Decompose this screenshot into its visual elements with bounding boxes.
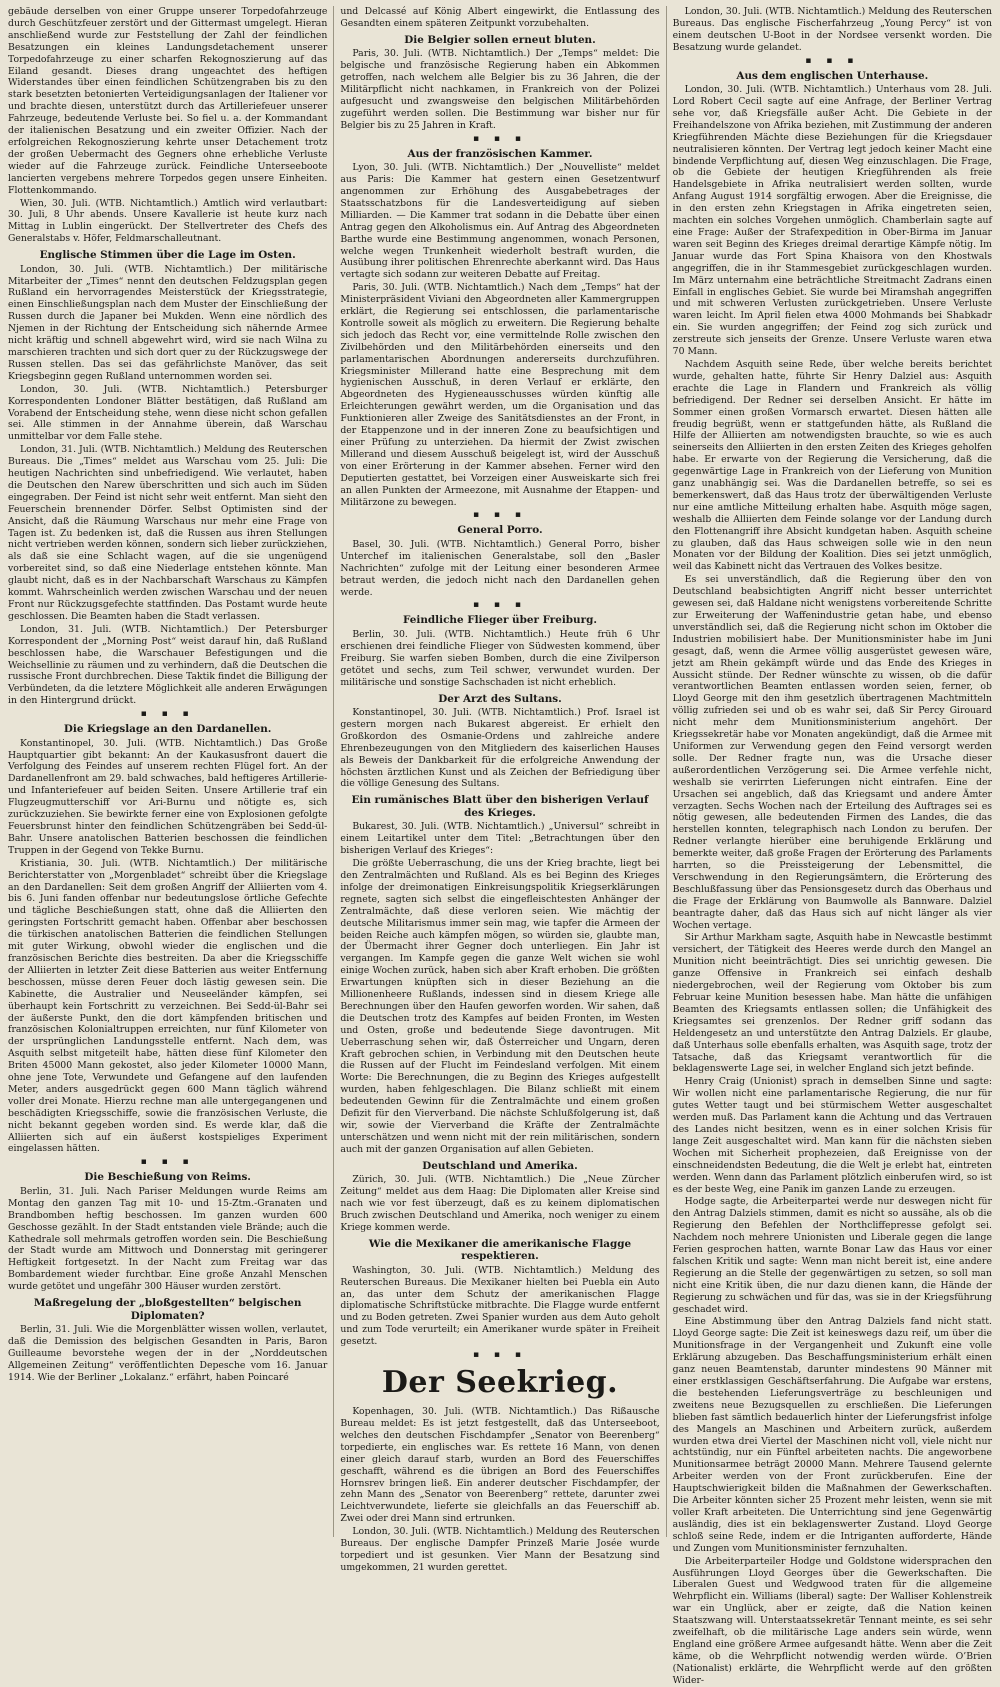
article-headline: Aus der französischen Kammer. bbox=[407, 147, 593, 160]
article-paragraph: und Delcassé auf König Albert eingewirkt, die Entlassung des Gesandten einem späteren Zeitpunkt vorzubehalten. bbox=[340, 6, 660, 29]
article-headline: Die Beschießung von Reims. bbox=[84, 1171, 251, 1184]
article-paragraph: London, 31. Juli. (WTB. Nichtamtlich.) Der Petersburger Korrespondent der „Morning Post“ weist darauf hin, daß Rußland beschlossen habe, die Warschauer Befestigungen und die Weichsellinie zu räumen und zu verhindern, daß die Deutschen die russische Front durchbrechen. Diese Taktik findet die Billigung der Verbündeten, da die letztere Möglichkeit alle anderen Erwägungen in den Hintergrund drückt. bbox=[8, 623, 328, 707]
article-paragraph: Paris, 30. Juli. (WTB. Nichtamtlich.) Nach dem „Temps“ hat der Ministerpräsident Viviani den Abgeordneten aller Kammergruppen erklärt, die Regierung sei entschlossen, die parlamentarische Kontrolle soweit als möglich zu erweitern. Die Regierung behalte sich jedoch das Recht vor, eine vermittelnde Rolle zwischen den Zivilbehörden und den Militärbehörden einerseits und den parlamentarischen Abordnungen andererseits durchzuführen. Kriegsminister Millerand hatte eine Besprechung mit dem hygienischen Ausschuß, in deren Verlauf er erklärte, den Abgeordneten des Hygieneausschusses würden künftig alle Erleichterungen gewährt werden, um die Organisation und das Funktionieren aller Zweige des Sanitätsdienstes an der Front, in der Etappenzone und in der inneren Zone zu beaufsichtigen und einer Prüfung zu unterziehen. Da hiermit der Zwist zwischen Millerand und diesem Ausschuß beigelegt ist, wird der Ausschuß von einer Erörterung in der Kammer absehen. Ferner wird den Deputierten gestattet, bei Vorzeigen einer Ausweiskarte sich frei an allen Punkten der Armeezone, mit Ausnahme der Etappen- und Militärzone zu bewegen. bbox=[340, 282, 660, 508]
article-paragraph: Konstantinopel, 30. Juli. (WTB. Nichtamtlich.) Das Große Hauptquartier gibt bekannt: An der Kaukasusfront dauert die Verfolgung des Feindes auf unserem rechten Flügel fort. An der Dardanellenfront am 29. bald schwaches, bald heftigeres Artillerie- und Infanteriefeuer auf beiden Seiten. Unsere Artillerie traf ein Flugzeugmutterschiff vor Ari-Burnu und nötigte es, sich zurückzuziehen. Sie bewirkte ferner eine von Explosionen gefolgte Feuersbrunst hinter den feindlichen Schützengräben bei Sedd-ül-Bahr. Unsere anatolischen Batterien beschossen die feindlichen Truppen in der Gegend von Tekke Burnu. bbox=[8, 737, 328, 856]
article-headline: Deutschland und Amerika. bbox=[422, 1159, 578, 1172]
article-paragraph: Zürich, 30. Juli. (WTB. Nichtamtlich.) Die „Neue Zürcher Zeitung“ meldet aus dem Haag: Die Diplomaten aller Kreise sind nach wie vor fest überzeugt, daß es zu keinem diplomatischen Bruch zwischen Deutschland und Amerika, noch weniger zu einem Kriege kommen werde. bbox=[340, 1174, 660, 1233]
article-paragraph: Die Arbeiterparteiler Hodge und Goldstone widersprachen den Ausführungen Lloyd Georges über die Gewerkschaften. Die Liberalen Guest und Wedgwood traten für die allgemeine Wehrpflicht ein. Williams (liberal) sagte: Der Walliser Kohlenstreik war ein Unglück, aber er zeigte, daß die Nation keinen Staatszwang will. Unterstaatssekretär Tennant meinte, es sei sehr zweifelhaft, ob die militärische Lage anders sein würde, wenn England eine größere Armee aufgesandt hätte. Wenn aber die Zeit käme, ob die Wehrpflicht notwendig werden würde. O’Brien (Nationalist) erklärte, die Wehrpflicht werde auf den größten Wider- bbox=[672, 1555, 992, 1686]
article-headline: Der Arzt des Sultans. bbox=[438, 692, 562, 705]
article-paragraph: Bukarest, 30. Juli. (WTB. Nichtamtlich.) „Universul“ schreibt in einem Leitartikel unter dem Titel: „Betrachtungen über den bisherigen Verlauf des Krieges“: bbox=[340, 821, 660, 857]
article-headline: Die Belgier sollen erneut bluten. bbox=[404, 33, 596, 46]
article-paragraph: Nachdem Asquith seine Rede, über welche bereits berichtet wurde, gehalten hatte, führte Sir Henry Dalziel aus: Asquith erachte die Lage in Flandern und Frankreich als völlig befriedigend. Der Redner sei derselben Ansicht. Er hätte im Sommer einen großen Vormarsch erwartet. Diesen hätten alle freudig begrüßt, wenn er stattgefunden hätte, als Rußland die Hilfe der Alliierten am notwendigsten brauchte, so wie es auch seinerseits den Alliierten in den ersten Zeiten des Krieges geholfen habe. Er erwarte von der Regierung die Versicherung, daß die gegenwärtige Lage in Frankreich von der Lieferung von Munition ganz unabhängig sei. Was die Dardanellen betreffe, so sei es bemerkenswert, daß das Haus trotz der überwältigenden Verluste nur eine amtliche Mitteilung erhalten habe. Asquith möge sagen, weshalb die Alliierten dem Feinde solange vor der Landung durch den Flottenangriff ihre Absicht kundgetan haben. Asquith scheine zu glauben, daß das Haus schweigen solle wie in den neun Monaten vor der Bildung der Koalition. Dies sei jetzt unmöglich, weil das Kabinett nicht das Vertrauen des Volkes besitze. bbox=[672, 358, 992, 573]
article-paragraph: Sir Arthur Markham sagte, Asquith habe in Newcastle bestimmt versichert, der Tätigkeit des Heeres werde durch den Mangel an Munition nicht beeinträchtigt. Dies sei unrichtig gewesen. Die ganze Offensive in Frankreich sei einfach deshalb niedergebrochen, weil der Regierung vom Oktober bis zum Februar keine Munition besessen habe. Man hätte die unfähigen Beamten des Kriegsamts entlassen sollen; die Unfähigkeit des Kriegsamtes sei grenzenlos. Der Redner griff sodann das Heldengesetz an und unterstützte den Antrag Dalziels. Er glaube, daß Unterhaus solle ebenfalls erhalten, was Asquith sage, trotz der Tatsache, daß das Kriegsamt verantwortlich für die beklagenswerte Lage sei, in welcher England sich jetzt befinde. bbox=[672, 932, 992, 1075]
article-paragraph: Basel, 30. Juli. (WTB. Nichtamtlich.) General Porro, bisher Unterchef im italienischen Generalstabe, soll den „Basler Nachrichten“ zufolge mit der Leitung einer besonderen Armee betraut werden, die jedoch nicht nach den Dardanellen gehen werde. bbox=[340, 538, 660, 598]
article-paragraph: London, 30. Juli. (WTB. Nichtamtlich.) Unterhaus vom 28. Juli. Lord Robert Cecil sagte auf eine Anfrage, der Berliner Vertrag sehe vor, daß Kriegsfälle außer Acht. Die Gebiete in der Freihandelszone von Afrika beziehen, mit Zustimmung der anderen Kriegführenden Mächte diese Beziehungen für die Kriegsdauer neutralisieren könnten. Der Vertrag legt jedoch keiner Macht eine bindende Verpflichtung auf, diesen Weg einzuschlagen. Die Frage, ob die Gebiete der heutigen Kriegführenden als freie Handelsgebiete in Afrika neutralisiert werden sollten, wurde Anfang August 1914 sorgfältig erwogen. Aber die Ereignisse, die in den ersten zehn Kriegstagen in Afrika eingetreten seien, machten ein solches Vorgehen unmöglich. Chamberlain sagte auf eine Frage: Außer der Strafexpedition in Ober-Birma im Januar waren seit Beginn des Krieges dreimal derartige Kämpfe nötig. Im Januar wurde das Fort Spina Khaisora von den Khostwals angegriffen, die in ihr Stammesgebiet zurückgeschlagen wurden. Im März unternahm eine beträchtliche Streitmacht Zadrans einen Einfall in englisches Gebiet. Sie wurde bei Miramshah angegriffen und mit schweren Verlusten zurückgetrieben. Unsere Verluste waren leicht. Im April fielen etwa 4000 Mohmands bei Shabkadr ein. Sie wurden angegriffen; der Feind zog sich zurück und zerstreute sich jenseits der Grenze. Unsere Verluste waren etwa 70 Mann. bbox=[672, 84, 992, 358]
column-left bbox=[8, 6, 327, 1537]
article-paragraph: Washington, 30. Juli. (WTB. Nichtamtlich.) Meldung des Reuterschen Bureaus. Die Mexikaner hielten bei Puebla ein Auto an, das unter dem Schutz der amerikanischen Flagge diplomatische Schriftstücke mitbrachte. Die Flagge wurde entfernt und zu Boden getreten. Zwei Spanier wurden aus dem Auto geholt und zum Tode verurteilt; ein Amerikaner wurde später in Freiheit gesetzt. bbox=[340, 1264, 660, 1348]
column-right bbox=[666, 6, 992, 1686]
article-paragraph: Hodge sagte, die Arbeiterpartei werde nur deswegen nicht für den Antrag Dalziels stimmen, damit es nicht so aussähe, als ob die Regierung den Befehlen der Northcliffepresse gefolgt sei. Nachdem noch mehrere Unionisten und Liberale gegen die lange Ferien gesprochen hatten, warnte Bonar Law das Haus vor einer falschen Kritik und sagte: Wenn man nicht bereit ist, eine andere Regierung an die Stelle der gegenwärtigen zu setzen, so soll man nicht eine Kritik üben, die nur dazu dienen kann, die Hände der Regierung zu schwächen und für das, was sie in der Kriegsführung geschadet wird. bbox=[672, 1196, 992, 1315]
section-separator: ▪ ▪ ▪ bbox=[805, 55, 860, 66]
section-headline: Der Seekrieg. bbox=[381, 1365, 619, 1401]
section-separator: ▪ ▪ ▪ bbox=[472, 510, 527, 521]
article-headline: Feindliche Flieger über Freiburg. bbox=[403, 614, 597, 627]
section-separator: ▪ ▪ ▪ bbox=[472, 133, 527, 144]
article-paragraph: Es sei unverständlich, daß die Regierung über den von Deutschland beabsichtigten Angriff nicht besser unterrichtet gewesen sei, daß Haldane nicht wenigstens vorbereitende Schritte zur Erweiterung der Waffenindustrie getan habe, und ebenso unverständlich sei, daß die Regierung nicht schon im Oktober die Industrien mobilisiert habe. Der Munitionsminister habe im Juni gesagt, daß, wenn die Armee völlig ausgerüstet gewesen wäre, jetzt am Rhein gekämpft würde und das Ende des Krieges in Aussicht stünde. Der Redner wünschte zu wissen, ob die dafür verantwortlichen Beamten entlassen worden seien, ferner, ob Lloyd George mit den ihm gesetzlich übertragenen Machtmitteln völlig zufrieden sei und ob es wahr sei, daß Sir Percy Girouard nicht mehr dem Munitionsministerium angehört. Der Kriegssekretär habe vor Monaten angekündigt, daß die Armee mit Uniformen zur Verwendung gegen den Feind versorgt werden solle. Der Redner fragte nun, was die Ursache dieser außerordentlichen Verzögerung sei. Die Armee verfehle nicht, weshalb sie verirrten Lieferungen nicht eintrafen. Eine der Ursachen sei angeblich, daß das Kriegsamt und andere Ämter verzagten. Sechs Wochen nach der Erteilung des Auftrages sei es nötig gewesen, alle bedeutenden Firmen des Landes, die das herstellen konnten, telegraphisch nach London zu berufen. Der Redner verlangte hierüber eine beruhigende Erklärung und bemerkte weiter, daß große Fragen der Erörterung des Parlaments harrten, so die Preissteigerung der Lebensmittel, die Verschwendung in den Regierungsämtern, die Erörterung des Beschlußfassung über das Pensionsgesetz durch das Oberhaus und die Frage der Erklärung von Baumwolle als Bannware. Dalziel beantragte daher, daß das Haus sich auf nicht länger als vier Wochen vertage. bbox=[672, 574, 992, 931]
article-paragraph: Paris, 30. Juli. (WTB. Nichtamtlich.) Der „Temps“ meldet: Die belgische und französische Regierung haben ein Abkommen getroffen, nach welchem alle Belgier bis zu 36 Jahren, die der Militärpflicht nicht nachkamen, in Frankreich von der Polizei aufgesucht und zwangsweise den belgischen Militärbehörden zugeführt werden sollen. Die Bestimmung war bisher nur für Belgier bis zu 25 Jahren in Kraft. bbox=[340, 48, 660, 131]
article-paragraph: Berlin, 30. Juli. (WTB. Nichtamtlich.) Heute früh 6 Uhr erschienen drei feindliche Flieger von Südwesten kommend, über Freiburg. Sie warfen sieben Bomben, durch die eine Zivilperson getötet und sechs, zum Teil schwer, verwundet wurden. Der militärische und sonstige Sachschaden ist nicht erheblich. bbox=[340, 628, 660, 688]
article-paragraph: Wien, 30. Juli. (WTB. Nichtamtlich.) Amtlich wird verlautbart: 30. Juli, 8 Uhr abends. Unsere Kavallerie ist heute kurz nach Mittag in Lublin eingerückt. Der Stellvertreter des Chefs des Generalstabs v. Höfer, Feldmarschalleutnant. bbox=[8, 197, 328, 245]
article-paragraph: Kristiania, 30. Juli. (WTB. Nichtamtlich.) Der militärische Berichterstatter von „Morgenbladet“ schreibt über die Kriegslage an den Dardanellen: Seit dem großen Angriff der Alliierten vom 4. bis 6. Juni fanden offenbar nur bedeutungslose örtliche Gefechte und tägliche Beschießungen statt, ohne daß die Alliierten den geringsten Fortschritt gemacht haben. Offenbar aber beschossen die türkischen anatolischen Batterien die feindlichen Stellungen mit guter Wirkung, obwohl wieder die englischen und die französischen Berichte dies bestreiten. Da aber die Kriegsschiffe der Alliierten in letzter Zeit diese Batterien aus weiter Entfernung beschossen, müsse deren Feuer doch lästig gewesen sein. Die Kabinette, die Australier und Neuseeländer kämpfen, sei überhaupt kein Fortschritt zu verzeichnen. Bei Sedd-ül-Bahr sei der äußerste Punkt, den die dort kämpfenden britischen und französischen Kolonialtruppen erreichten, nur fünf Kilometer von der ursprünglichen Landungsstelle entfernt. Nach dem, was Asquith selbst mitgeteilt habe, hätten diese fünf Kilometer den Briten 45000 Mann gekostet, also jeder Kilometer 10000 Mann, ohne jene Tote, Verwundete und Gefangene auf den laufenden Meter, anders ausgedrückt gegen 600 Mann täglich während voller drei Monate. Hierzu rechne man alle untergegangenen und beschädigten Kriegsschiffe, sowie die französischen Verluste, die nicht bekannt gegeben worden sind. Es werde klar, daß die Alliierten sich auf ein äußerst kostspieliges Experiment eingelassen hätten. bbox=[8, 857, 328, 1155]
article-headline: Wie die Mexikaner die amerikanische Flagge respektieren. bbox=[368, 1237, 632, 1263]
section-separator: ▪ ▪ ▪ bbox=[472, 600, 527, 611]
article-paragraph: Eine Abstimmung über den Antrag Dalziels fand nicht statt. Lloyd George sagte: Die Zeit ist keineswegs dazu reif, um über die Munitionsfrage in der Vergangenheit und Zukunft eine volle Erklärung abzugeben. Das Beschaffungsministerium erhält einen ganz neuen Beamtenstab, darunter mindestens 90 Männer mit einer erstklassigen Geschäftserfahrung. Die Aufgabe war erstens, die bestehenden Lieferungsverträge zu beschleunigen und zweitens neue Bezugsquellen zu erschließen. Die Lieferungen blieben fast sämtlich bedauerlich hinter der Lieferungsfrist infolge des Mangels an Maschinen und Arbeitern zurück, außerdem wurden etwa drei Viertel der Maschinen nicht voll, viele nicht nur achtstündig, nur ein Fünftel arbeiteten nachts. Die angeworbene Munitionsarmee beträgt 20000 Mann. Mehrere Tausend gelernte Arbeiter werden von der Front zurückberufen. Eine der Hauptschwierigkeit bilden die Maßnahmen der Gewerkschaften. Die Arbeiter könnten sicher 25 Prozent mehr leisten, wenn sie mit voller Kraft arbeiteten. Die Unterrichtung sind jene Gegenwärtig ausländig, dies ist ein beklagenswerter Zustand. Lloyd George schloß seine Rede, indem er die Intriganten aufforderte, Hände und Zungen vom Munitionsminister fernzuhalten. bbox=[672, 1316, 992, 1554]
article-headline: General Porro. bbox=[457, 524, 543, 537]
article-paragraph: London, 30. Juli. (WTB. Nichtamtlich.) Meldung des Reuterschen Bureaus. Das englische Fischerfahrzeug „Young Percy“ ist von einem deutschen U-Boot in der Nordsee versenkt worden. Die Besatzung wurde gelandet. bbox=[672, 6, 992, 53]
article-paragraph: London, 30. Juli. (WTB. Nichtamtlich.) Der militärische Mitarbeiter der „Times“ nennt den deutschen Feldzugsplan gegen Rußland ein hervorragendes Meisterstück der Kriegsstrategie, einen Einschließungsplan nach dem Muster der Einschließung der Russen durch die Japaner bei Mukden. Wenn eine nördlich des Njemen in der Richtung der Entscheidung sich nähernde Armee nicht kräftig und schnell abgewehrt wird, wird sie nach Wilna zu marschieren trachten und sich dort quer zu der Rückzugswege der Russen stellen. Das sei das gefährlichste Manöver, das seit Kriegsbeginn gegen Rußland unternommen worden sei. bbox=[8, 263, 328, 382]
article-paragraph: Berlin, 31. Juli. Nach Pariser Meldungen wurde Reims am Montag den ganzen Tag mit 10- und 15-Ztm.-Granaten und Brandbomben heftig beschossen. Im ganzen wurden 600 Geschosse gezählt. In der Stadt entstanden viele Brände; auch die Kathedrale soll mehrmals getroffen worden sein. Die Beschießung der Stadt wurde am Mittwoch und Donnerstag mit geringerer Heftigkeit fortgesetzt. In der Nacht zum Freitag war das Bombardement wieder furchtbar. Eine große Anzahl Menschen wurde getötet und ungefähr 300 Häuser wurden zerstört. bbox=[8, 1185, 328, 1293]
article-paragraph: London, 30. Juli. (WTB. Nichtamtlich.) Meldung des Reuterschen Bureaus. Der englische Dampfer Prinzeß Marie Josée wurde torpediert und ist gesunken. Vier Mann der Besatzung sind umgekommen, 21 wurden gerettet. bbox=[340, 1526, 660, 1573]
article-paragraph: Berlin, 31. Juli. Wie die Morgenblätter wissen wollen, verlautet, daß die Demission des belgischen Gesandten in Paris, Baron Guilleaume bevorstehe wegen der in der „Norddeutschen Allgemeinen Zeitung“ veröffentlichten Depesche vom 16. Januar 1914. Wie der Berliner „Lokalanz.“ erfährt, haben Poincaré bbox=[8, 1324, 328, 1383]
article-headline: Ein rumänisches Blatt über den bisherigen Verlauf des Krieges. bbox=[351, 794, 649, 819]
article-paragraph: Konstantinopel, 30. Juli. (WTB. Nichtamtlich.) Prof. Israel ist gestern morgen nach Bukarest abgereist. Er erhielt den Großkordon des Osmanie-Ordens und zahlreiche andere Ehrenbezeugungen von den Mitgliedern des kaiserlichen Hauses als Beweis der Dankbarkeit für die erfolgreiche Anwendung der höchsten ärztlichen Kunst und als Zeichen der Befriedigung über die völlige Genesung des Sultans. bbox=[340, 707, 660, 790]
article-paragraph: Lyon, 30. Juli. (WTB. Nichtamtlich.) Der „Nouvelliste“ meldet aus Paris: Die Kammer hat gestern einen Gesetzentwurf angenommen zur Erhöhung des Ausgabebetrages der Staatsschatzbons für die Landesverteidigung auf sieben Milliarden. — Die Kammer trat sodann in die Debatte über einen Antrag gegen den Alkoholismus ein. Auf Antrag des Abgeordneten Barthe wurde eine Bestimmung angenommen, wonach Personen, welche wegen Trunkenheit wiederholt bestraft wurden, die Ausübung ihrer politischen Ehrenrechte aberkannt wird. Das Haus vertagte sich sodann zur weiteren Debatte auf Freitag. bbox=[340, 162, 660, 281]
section-separator: ▪ ▪ ▪ bbox=[472, 1350, 527, 1361]
article-paragraph: Die größte Ueberraschung, die uns der Krieg brachte, liegt bei den Zentralmächten und Rußland. Als es bei Beginn des Krieges infolge der dreimonatigen Einkreisungspolitik Kriegserklärungen regnete, sagten sich selbst die eingefleischtesten Anhänger der Zentralmächte, daß diese verloren seien. Wie mächtig der deutsche Militarismus immer sein mag, wie tapfer die Armeen der beiden Reiche auch kämpfen mögen, so würden sie, glaubte man, der Übermacht ihrer Gegner doch unterliegen. Ein Jahr ist vergangen. Im Kampfe gegen die ganze Welt wichen sie wohl einige Wochen zurück, haben sich aber Kraft erhoben. Die größten Erwartungen knüpften sich in dieser Beziehung an die Millionenheere Rußlands, indessen sind in diesem Kriege alle Berechnungen über den Haufen geworfen worden. Wir sahen, daß die Deutschen trotz des Kampfes auf beiden Fronten, im Westen und Osten, große und bedeutende Siege davontrugen. Mit Ueberraschung sehen wir, daß Österreicher und Ungarn, deren Kraft gebrochen schien, in Verbindung mit den Deutschen heute die Russen auf der Flucht im Feindesland verfolgen. Mit einem Worte: Die Berechnungen, die zu Beginn des Krieges aufgestellt wurden, haben fehlgeschlagen. Die Bilanz schließt mit einem bedeutenden Gewinn für die Zentralmächte und einem großen Defizit für den Vierverband. Die nächste Schlußfolgerung ist, daß wir, sowie der Vierverband die Kräfte der Zentralmächte unterschätzen und wenn nicht mit der rein militärischen, sondern auch mit der ganzen Organisation auf allen Gebieten. bbox=[340, 858, 660, 1155]
article-paragraph: London, 31. Juli. (WTB. Nichtamtlich.) Meldung des Reuterschen Bureaus. Die „Times“ meldet aus Warschau vom 25. Juli: Die heutigen Nachrichten sind unbefriedigend. Wie verlautet, haben die Deutschen den Narew überschritten und sich auch im Süden eingegraben. Der Feind ist nicht sehr weit entfernt. Man sieht den Feuerschein brennender Dörfer. Selbst Optimisten sind der Ansicht, daß die Räumung Warschaus nur mehr eine Frage von Tagen ist. Zu bedenken ist, daß die Russen aus ihren Stellungen nicht vertrieben werden können, sondern sich lieber zurückziehen, als daß sie eine Schlacht wagen, auf die sie ungenügend vorbereitet sind, so daß eine Niederlage entstehen könnte. Man glaubt nicht, daß es in der Nachbarschaft Warschaus zu Kämpfen kommt. Wahrscheinlich werden zwischen Warschau und der neuen Front nur Rückzugsgefechte stattfinden. Das Postamt wurde heute geschlossen. Die Beamten haben die Stadt verlassen. bbox=[8, 444, 328, 622]
article-paragraph: gebäude derselben von einer Gruppe unserer Torpedofahrzeuge durch Geschützfeuer zerstört und der Gittermast umgelegt. Hieran anschließend wurde zur Feststellung der Zahl der feindlichen Besatzungen ein kleines Landungsdetachement unserer Torpedofahrzeuge zu einer scharfen Rekognoszierung auf das Eiland gesandt. Dieses drang ungeachtet des heftigen Widerstandes über einen feindlichen Schützengraben bis zu den stark besetzten betonierten Verteidigungsanlagen der Italiener vor und brachte diesen, unterstützt durch das Artilleriefeuer unserer Fahrzeuge, bedeutende Verluste bei. So fiel u. a. der Kommandant der italienischen Besatzung und ein zweiter Offizier. Nach der erfolgreichen Rekognoszierung kehrte unser Detachement trotz der großen Uebermacht des Gegners ohne erhebliche Verluste wieder auf die Fahrzeuge zurück. Feindliche Unterseeboote lancierten vergebens mehrere Torpedos gegen unsere Einheiten. Flottenkommando. bbox=[8, 6, 328, 196]
article-headline: Die Kriegslage an den Dardanellen. bbox=[63, 723, 272, 736]
section-separator: ▪ ▪ ▪ bbox=[140, 1157, 195, 1168]
article-paragraph: Henry Craig (Unionist) sprach in demselben Sinne und sagte: Wir wollen nicht eine parlamentarische Regierung, die nur für gutes Wetter taugt und bei stürmischem Wetter ausgeschaltet werden muß. Das Parlament kann die Achtung und das Vertrauen des Landes nicht besitzen, wenn es in einer solchen Krisis für lange Zeit ausgeschaltet wird. Man kann für die nächsten sieben Wochen mit Sicherheit prophezeien, daß Ereignisse von der einschneidendsten Bedeutung, die die Welt je erlebt hat, eintreten werden. Wenn dann das Parlament plötzlich einberufen wird, so ist es der beste Weg, eine Panik im ganzen Lande zu erzeugen. bbox=[672, 1076, 992, 1195]
article-headline: Aus dem englischen Unterhause. bbox=[736, 69, 929, 82]
article-paragraph: London, 30. Juli. (WTB. Nichtamtlich.) Petersburger Korrespondenten Londoner Blätter bestätigen, daß Rußland am Vorabend der Entscheidung stehe, wenn diese nicht schon gefallen sei. Alle stimmen in der Annahme überein, daß Warschau unmittelbar vor dem Falle stehe. bbox=[8, 383, 328, 443]
column-middle bbox=[333, 6, 660, 1573]
article-headline: Maßregelung der „bloßgestellten“ belgischen Diplomaten? bbox=[33, 1297, 302, 1322]
article-paragraph: Kopenhagen, 30. Juli. (WTB. Nichtamtlich.) Das Rißausche Bureau meldet: Es ist jetzt festgestellt, daß das Unterseeboot, welches den deutschen Fischdampfer „Senator von Beerenberg“ torpedierte, ein englisches war. Es rettete 16 Mann, von denen einer gleich darauf starb, wurden an Bord des Feuerschiffes geschafft, während es die übrigen an Bord des Feuerschiffes Hornsrev bringen ließ. Ein anderer deutscher Fischdampfer, der zehn Mann des „Senator von Beerenberg“ rettete, darunter zwei Leichtverwundete, lieferte sie gleichfalls an das Feuerschiff ab. Zwei oder drei Mann sind ertrunken. bbox=[340, 1406, 660, 1525]
article-headline: Englische Stimmen über die Lage im Osten. bbox=[39, 249, 296, 262]
section-separator: ▪ ▪ ▪ bbox=[140, 709, 195, 720]
